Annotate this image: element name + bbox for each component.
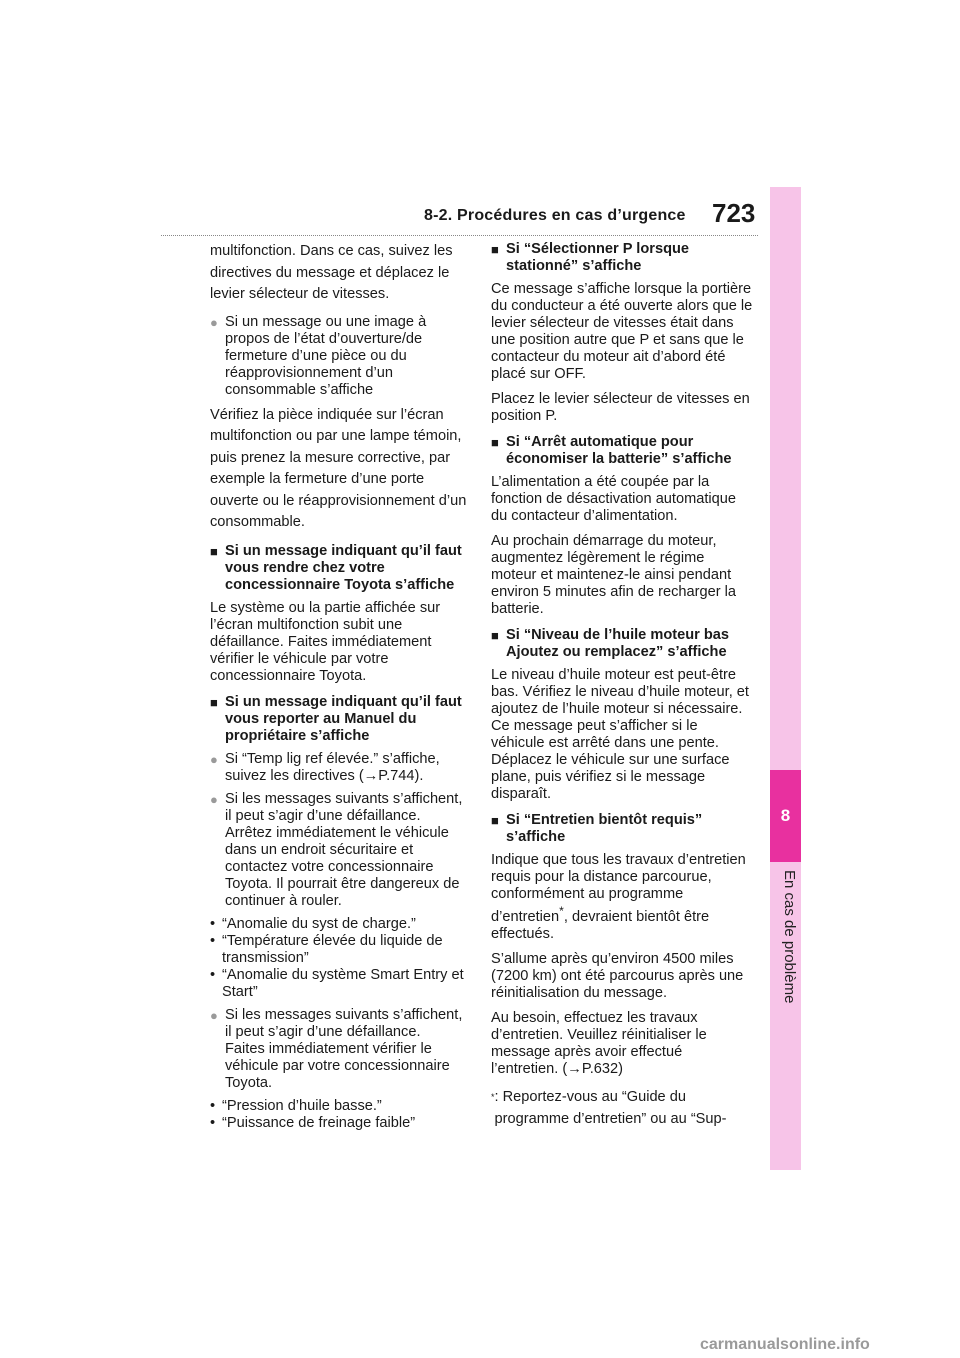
bullet-item [210, 1007, 472, 1092]
bullet-dot-icon: ● [210, 751, 218, 767]
left-column [210, 241, 472, 1132]
bullet-item [210, 314, 472, 399]
bullet-dot-icon: ● [210, 791, 218, 807]
chapter-number-tab[interactable]: 8 [770, 770, 801, 862]
header-divider [161, 235, 758, 236]
list-item: • “Pression d’huile basse.” [210, 1097, 382, 1114]
body-paragraph: L’alimentation a été coupée par la fonction de désactivation automatique du contacteur d’alimentation. [491, 474, 737, 524]
bullet-dot-icon: ● [210, 314, 218, 330]
heading-text: Si “Niveau de l’huile moteur bas Ajoutez ou remplacez” s’affiche [506, 627, 730, 660]
square-bullet-icon: ■ [491, 435, 499, 450]
body-paragraph: Le système ou la partie affichée sur l’écran multifonction subit une défaillance. Faites immédiatement vérifier le véhicule par votre concessionnaire Toyota. [210, 599, 441, 684]
section-heading [210, 694, 472, 745]
square-bullet-icon: ■ [491, 628, 499, 643]
intro-paragraph: multifonction. Dans ce cas, suivez les directives du message et déplacez le levier sélecteur de vitesses. [210, 243, 453, 302]
bullet-action: Faites immédiatement vérifier le véhicule par votre concessionnaire Toyota. [225, 1040, 450, 1091]
bullet-text: Si les messages suivants s’affichent, il peut s’agir d’une défaillance. [225, 1006, 463, 1040]
body-paragraph: S’allume après qu’environ 4500 miles (7200 km) ont été parcourus après une réinitialisation du message. [491, 950, 744, 1001]
heading-text: Si “Arrêt automatique pour économiser la batterie” s’affiche [506, 434, 732, 467]
bullet-text: Si “Temp lig ref élevée.” s’affiche, suivez les directives (→P.744). [225, 750, 440, 784]
section-title: 8-2. Procédures en cas d’urgence [424, 207, 686, 224]
list-item: • “Anomalie du syst de charge.” [210, 915, 416, 932]
bullet-dot-icon: ● [210, 1007, 218, 1023]
heading-text: Si “Entretien bientôt requis” s’affiche [506, 812, 703, 845]
bullet-action: Arrêtez immédiatement le véhicule dans un endroit sécuritaire et contactez votre concessionnaire Toyota. Il pourrait être dangereux de continuer à rouler. [225, 824, 460, 909]
heading-text: Si un message indiquant qu’il faut vous reporter au Manuel du propriétaire s’affiche [225, 693, 462, 744]
square-bullet-icon: ■ [491, 242, 499, 257]
chapter-title: En cas de problème [781, 870, 798, 1004]
right-column [491, 241, 753, 1130]
body-paragraph: Indique que tous les travaux d’entretien requis pour la distance parcourue, conformément au programme d’entretien*, devraient bientôt être effectués. [491, 852, 746, 942]
body-paragraph: Vérifiez la pièce indiquée sur l’écran multifonction ou par une lampe témoin, puis prenez la mesure corrective, par exemple la fermeture d’une porte ouverte ou le réapprovisionnement d’un consommable. [210, 406, 467, 530]
bullet-text: Si les messages suivants s’affichent, il peut s’agir d’une défaillance. [225, 790, 463, 824]
section-heading [491, 812, 753, 846]
section-heading [491, 241, 753, 275]
heading-text: Si “Sélectionner P lorsque stationné” s’affiche [506, 241, 690, 274]
bullet-item [210, 791, 472, 910]
page-number: 723 [712, 198, 756, 228]
body-paragraph: Placez le levier sélecteur de vitesses en position P. [491, 391, 750, 424]
footnote-marker: * [559, 904, 564, 918]
list-item: • “Température élevée du liquide de transmission” [210, 932, 443, 966]
body-paragraph: Au besoin, effectuez les travaux d’entretien. Veuillez réinitialiser le message après avoir effectué l’entretien. (→P.632) [491, 1009, 707, 1077]
body-paragraph: Le niveau d’huile moteur est peut-être bas. Vérifiez le niveau d’huile moteur, et ajoutez de l’huile moteur si nécessaire. Ce message peut s’afficher si le véhicule est arrêté dans une pente. Déplacez le véhicule sur une surface plane, puis vérifiez si le message disparaît. [491, 667, 749, 802]
square-bullet-icon: ■ [491, 813, 499, 828]
section-heading [491, 434, 753, 468]
body-paragraph: Ce message s’affiche lorsque la portière du conducteur a été ouverte alors que le levier sélecteur de vitesses était dans une position autre que P et sans que le contacteur du moteur ait d’abord été placé sur OFF. [491, 281, 753, 382]
footnote: * : Reportez-vous au “Guide du programme d’entretien” ou au “Sup- [491, 1086, 753, 1130]
watermark-logo[interactable]: carmanualsonline.info [700, 1336, 870, 1353]
footnote-text: : Reportez-vous au “Guide du programme d’entretien” ou au “Sup- [494, 1088, 727, 1127]
list-item: • “Puissance de freinage faible” [210, 1114, 416, 1131]
square-bullet-icon: ■ [210, 543, 218, 559]
bullet-text: Si un message ou une image à propos de l’état d’ouverture/de fermeture d’une pièce ou du réapprovisionnement d’un consommable s’affiche [225, 313, 427, 398]
square-bullet-icon: ■ [210, 694, 218, 710]
heading-text: Si un message indiquant qu’il faut vous rendre chez votre concessionnaire Toyota s’affiche [225, 542, 462, 593]
bullet-item [210, 751, 472, 785]
list-item: • “Anomalie du système Smart Entry et Start” [210, 966, 464, 1000]
section-heading [210, 543, 472, 594]
section-heading [491, 627, 753, 661]
body-paragraph: Au prochain démarrage du moteur, augmentez légèrement le régime moteur et maintenez-le ainsi pendant environ 5 minutes afin de recharger la batterie. [491, 533, 736, 617]
